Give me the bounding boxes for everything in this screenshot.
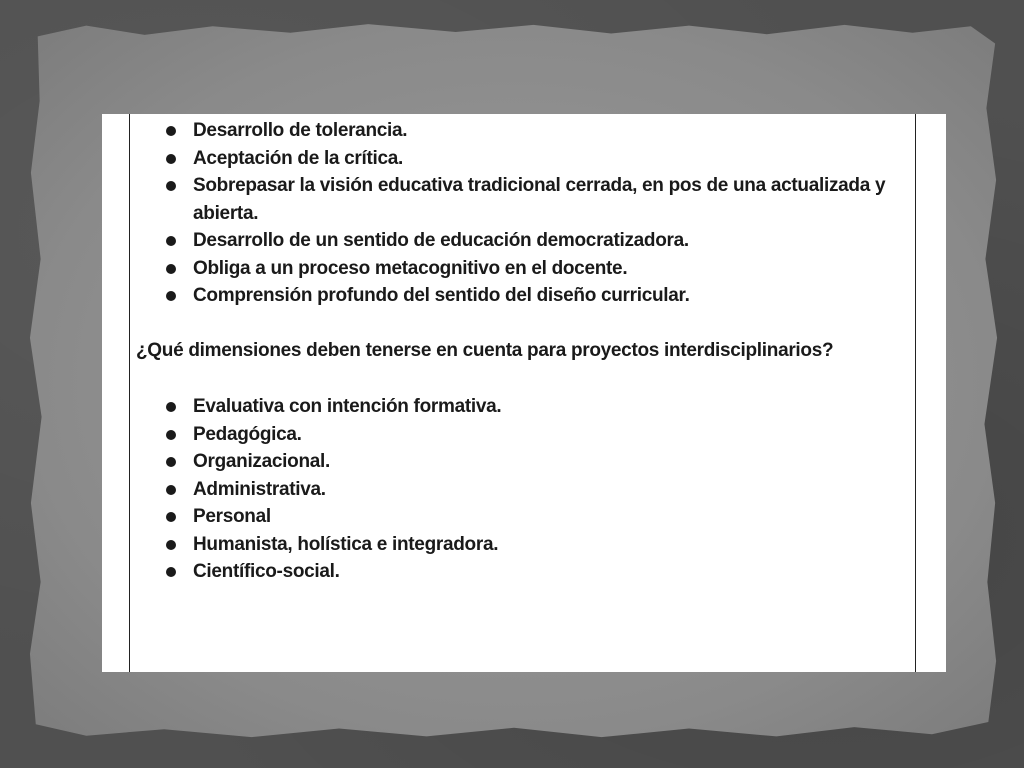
bullet-icon [166, 512, 176, 522]
document-excerpt [102, 114, 946, 672]
bullet-icon [166, 457, 176, 467]
list-item: Desarrollo de tolerancia. [162, 117, 893, 145]
list-item: Desarrollo de un sentido de educación democratizadora. [162, 227, 893, 255]
list-item: Humanista, holística e integradora. [162, 531, 893, 559]
bullet-icon [166, 126, 176, 136]
benefits-list [162, 117, 893, 310]
bullet-icon [166, 430, 176, 440]
list-item: Pedagógica. [162, 421, 893, 449]
bullet-icon [166, 154, 176, 164]
section-question: ¿Qué dimensiones deben tenerse en cuenta para proyectos interdisciplinarios? [136, 340, 834, 361]
bullet-icon [166, 485, 176, 495]
list-item: Científico-social. [162, 558, 893, 586]
list-item: Organizacional. [162, 448, 893, 476]
bullet-icon [166, 291, 176, 301]
bullet-icon [166, 402, 176, 412]
list-item: Personal [162, 503, 893, 531]
list-item: Aceptación de la crítica. [162, 145, 893, 173]
table-border-left [129, 114, 130, 672]
list-item: Comprensión profundo del sentido del diseño curricular. [162, 282, 893, 310]
bullet-icon [166, 181, 176, 191]
table-border-right [915, 114, 916, 672]
list-item: Sobrepasar la visión educativa tradicional cerrada, en pos de una actualizada y abierta. [162, 172, 893, 227]
bullet-icon [166, 540, 176, 550]
list-item: Obliga a un proceso metacognitivo en el docente. [162, 255, 893, 283]
bullet-icon [166, 236, 176, 246]
bullet-icon [166, 567, 176, 577]
list-item: Administrativa. [162, 476, 893, 504]
bullet-icon [166, 264, 176, 274]
list-item: Evaluativa con intención formativa. [162, 393, 893, 421]
dimensions-list [162, 393, 893, 586]
